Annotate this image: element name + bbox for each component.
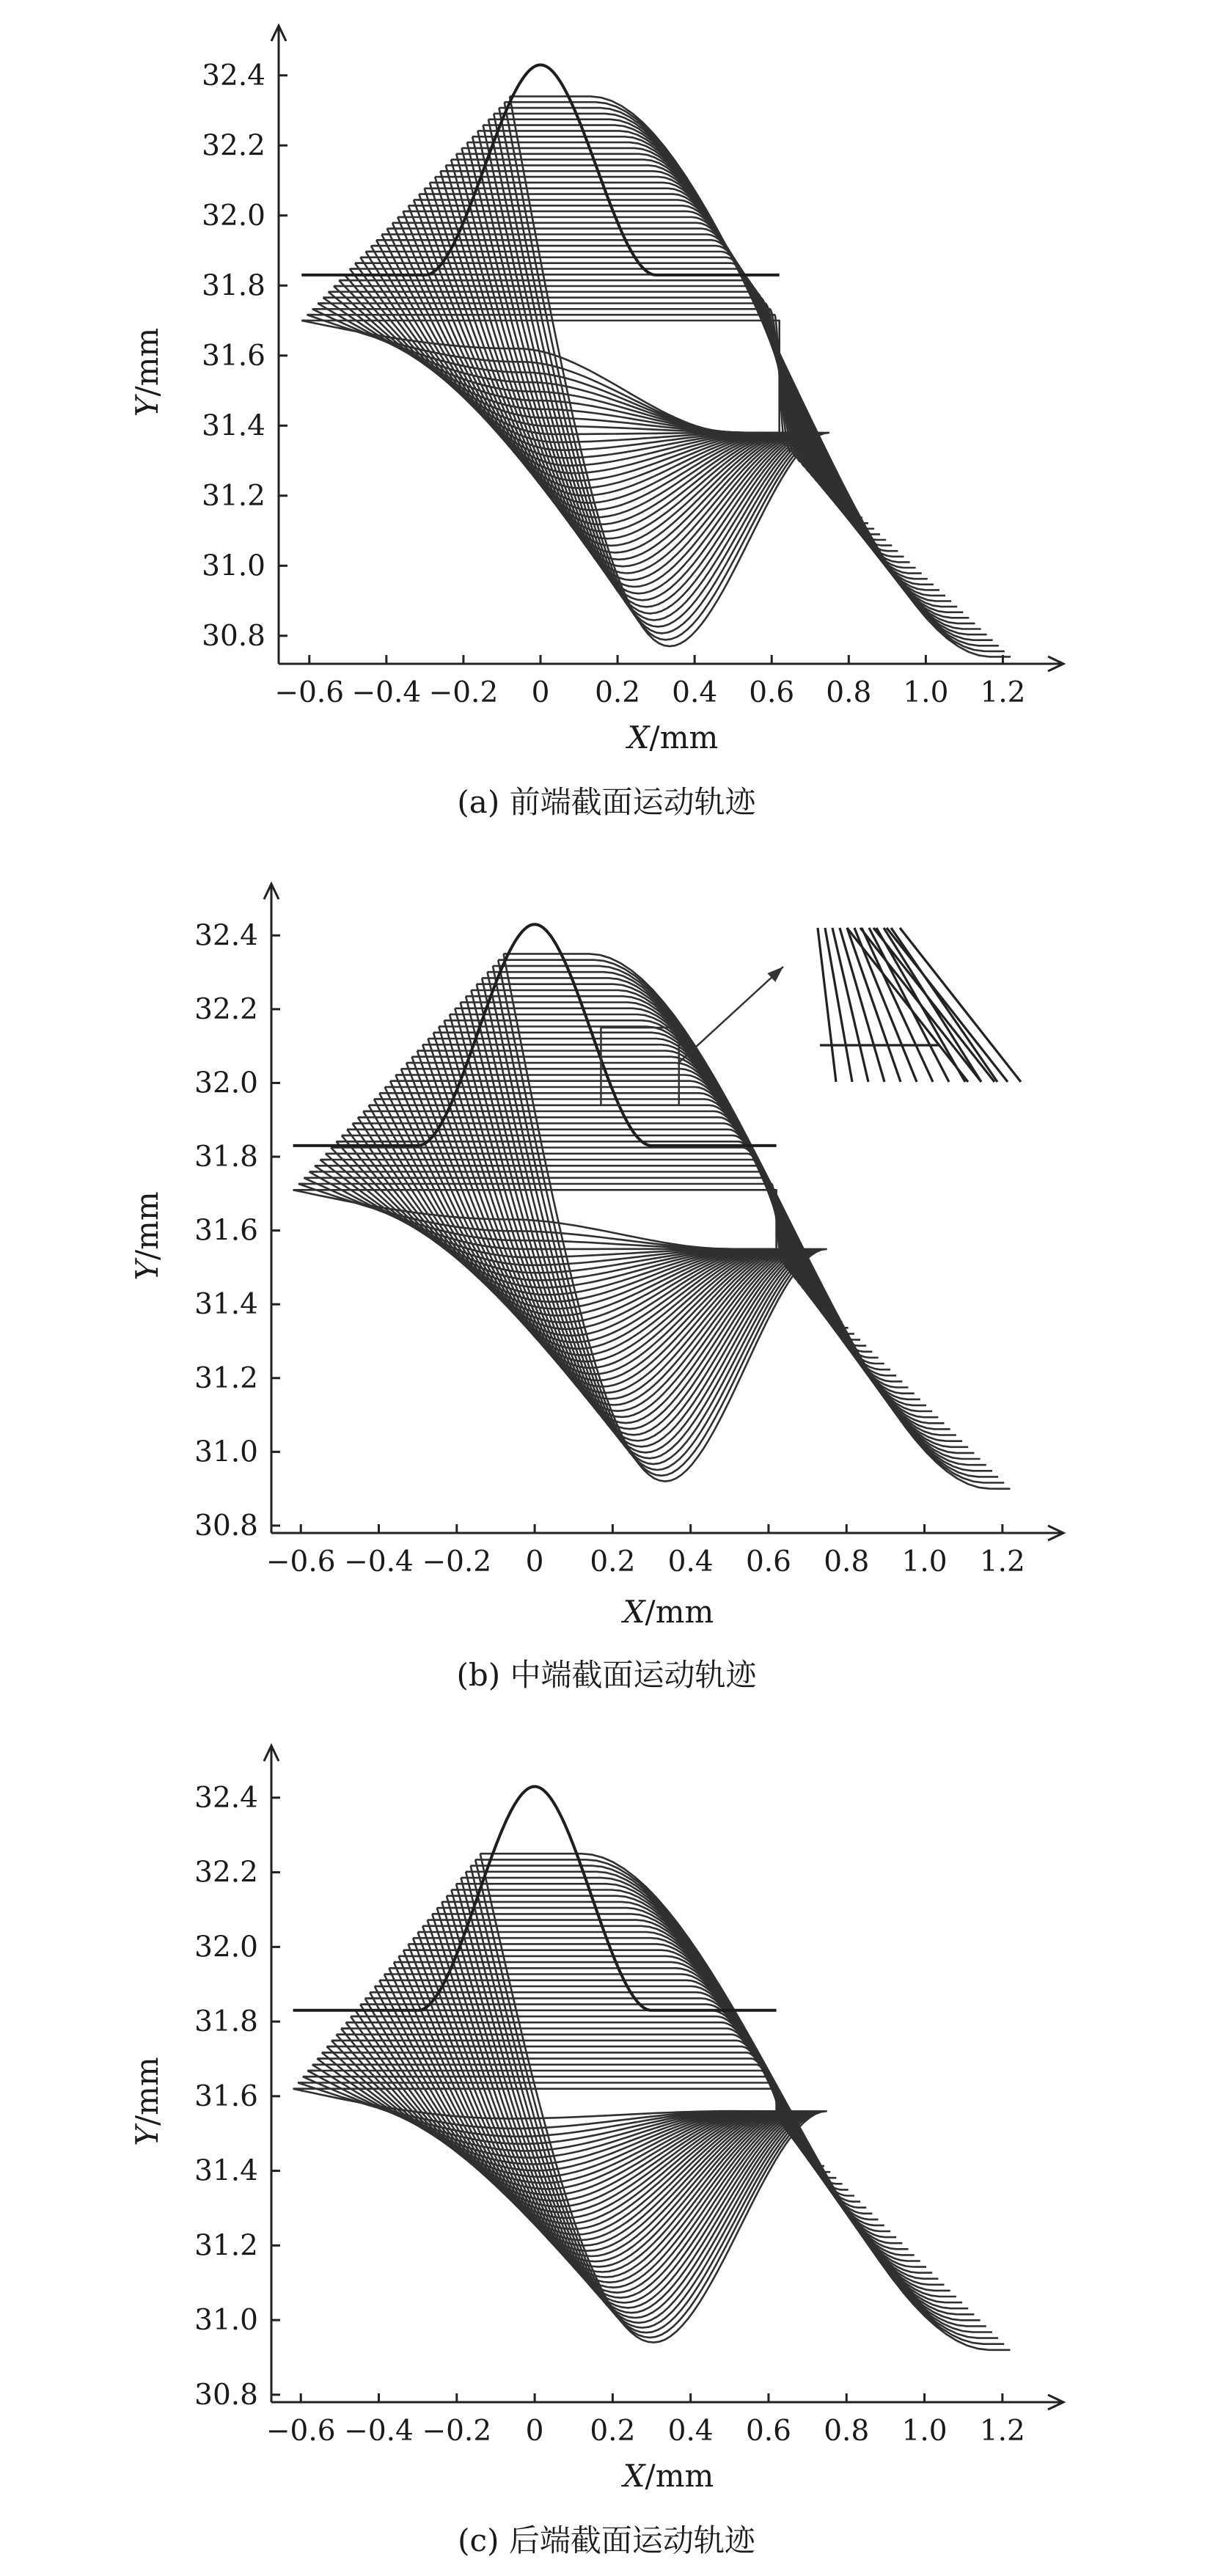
trajectory-upper xyxy=(434,183,921,574)
x-tick-label: 0 xyxy=(531,676,550,709)
x-tick-label: −0.6 xyxy=(274,676,345,709)
x-tick-label: 0.8 xyxy=(824,2415,870,2448)
y-tick-label: 30.8 xyxy=(202,619,265,653)
trajectory-upper xyxy=(501,114,993,640)
y-tick-label: 31.2 xyxy=(202,479,265,513)
y-tick-label: 31.4 xyxy=(194,2154,258,2188)
x-tick-label: −0.6 xyxy=(265,1545,336,1578)
trajectory-upper xyxy=(468,1878,986,2326)
trajectory-lower xyxy=(384,1975,777,2241)
panel-a xyxy=(129,26,1063,820)
x-tick-label: −0.4 xyxy=(344,1545,414,1578)
y-tick-label: 32.4 xyxy=(194,1781,258,1815)
y-tick-label: 31.8 xyxy=(202,269,265,303)
x-tick-label: 1.0 xyxy=(901,1545,948,1578)
x-tick-label: 1.2 xyxy=(980,676,1026,709)
trajectory-upper xyxy=(473,142,963,612)
x-tick-label: 1.2 xyxy=(979,2415,1025,2448)
trajectory-upper xyxy=(500,966,998,1477)
axes-a xyxy=(271,26,1063,671)
x-tick-label: 0.4 xyxy=(672,676,718,709)
caption-b: (b) 中端截面运动轨迹 xyxy=(456,1657,757,1693)
y-axis-label-a: Y/mm xyxy=(129,327,165,417)
y-tick-label: 32.4 xyxy=(202,59,265,92)
x-tick-label: −0.2 xyxy=(428,676,499,709)
y-tick-label: 31.2 xyxy=(194,2229,258,2263)
y-tick-label: 31.6 xyxy=(194,2079,258,2113)
x-axis-label-a: X/mm xyxy=(627,720,719,755)
traj-group-b xyxy=(293,954,1011,1488)
traj-group-c xyxy=(293,1854,1011,2350)
y-tick-label: 31.6 xyxy=(194,1214,258,1248)
x-tick-label: 0.6 xyxy=(745,2415,791,2448)
y-tick-label: 31.4 xyxy=(194,1288,258,1322)
y-axis-label-c: Y/mm xyxy=(129,2057,165,2146)
x-tick-label: 0.8 xyxy=(826,676,872,709)
y-ticks-a xyxy=(202,59,287,653)
x-tick-label: 0.8 xyxy=(824,1545,870,1578)
inset-pointer-line xyxy=(679,967,783,1063)
traj-group-a xyxy=(301,96,1011,656)
panel-c xyxy=(129,1746,1063,2558)
x-tick-label: 0.6 xyxy=(745,1545,791,1578)
y-tick-label: 32.2 xyxy=(194,1856,258,1889)
y-tick-label: 30.8 xyxy=(194,1509,258,1543)
y-tick-label: 31.8 xyxy=(194,1141,258,1174)
x-axis-label-c: X/mm xyxy=(623,2458,714,2494)
y-tick-label: 31.0 xyxy=(202,549,265,583)
trajectory-lower xyxy=(418,1932,795,2277)
panel-b xyxy=(129,884,1063,1693)
x-axis-label-b: X/mm xyxy=(623,1594,714,1630)
x-tick-label: −0.6 xyxy=(265,2415,336,2448)
inset-magnified-lines xyxy=(818,928,1021,1082)
caption-a: (a) 前端截面运动轨迹 xyxy=(457,784,756,820)
trajectory-upper xyxy=(488,1854,1010,2350)
x-tick-label: 1.0 xyxy=(901,2415,948,2448)
trajectory-upper xyxy=(518,96,1011,656)
trajectory-upper xyxy=(479,136,970,618)
x-tick-label: 0.2 xyxy=(595,676,641,709)
trajectory-lower xyxy=(379,1980,774,2235)
trajectory-upper xyxy=(312,309,791,450)
x-tick-label: 0.6 xyxy=(749,676,795,709)
y-tick-label: 31.2 xyxy=(194,1361,258,1395)
inset-line xyxy=(900,928,1021,1082)
y-tick-label: 32.2 xyxy=(194,992,258,1026)
trajectory-upper xyxy=(511,954,1010,1488)
y-tick-label: 31.6 xyxy=(202,339,265,373)
y-tick-label: 30.8 xyxy=(194,2378,258,2412)
x-tick-label: −0.4 xyxy=(351,676,422,709)
trajectory-lower xyxy=(466,1872,819,2328)
x-tick-label: 0 xyxy=(525,1545,544,1578)
y-tick-label: 32.2 xyxy=(202,129,265,163)
y-tick-label: 32.0 xyxy=(194,1931,258,1964)
y-tick-label: 31.0 xyxy=(194,1435,258,1469)
x-tick-label: −0.2 xyxy=(422,1545,492,1578)
trajectory-upper xyxy=(457,160,946,596)
inset-line xyxy=(887,928,1008,1082)
y-ticks-c xyxy=(194,1782,280,2412)
y-tick-label: 32.4 xyxy=(194,919,258,953)
y-tick-label: 32.0 xyxy=(202,199,265,233)
x-tick-label: −0.4 xyxy=(344,2415,414,2448)
trajectory-lower xyxy=(471,1866,822,2333)
x-tick-label: 1.0 xyxy=(903,676,949,709)
inset-line xyxy=(818,928,836,1082)
trajectory-upper xyxy=(405,1069,896,1375)
x-tick-label: 1.2 xyxy=(979,1545,1025,1578)
x-tick-label: 0.2 xyxy=(590,2415,636,2448)
y-tick-label: 31.8 xyxy=(194,2005,258,2039)
y-ticks-b xyxy=(194,919,280,1543)
trajectory-upper xyxy=(473,1872,992,2332)
y-tick-label: 32.0 xyxy=(194,1066,258,1100)
x-tick-label: 0.4 xyxy=(667,2415,714,2448)
trajectory-lower xyxy=(447,1896,810,2308)
x-tick-label: 0 xyxy=(525,2415,544,2448)
x-tick-label: −0.2 xyxy=(422,2415,492,2448)
y-axis-label-b: Y/mm xyxy=(129,1191,165,1281)
trajectory-lower xyxy=(451,1890,812,2313)
x-tick-label: 0.4 xyxy=(667,1545,714,1578)
x-tick-label: 0.2 xyxy=(590,1545,636,1578)
y-tick-label: 31.0 xyxy=(194,2304,258,2338)
caption-c: (c) 后端截面运动轨迹 xyxy=(458,2522,755,2558)
y-tick-label: 31.4 xyxy=(202,409,265,443)
